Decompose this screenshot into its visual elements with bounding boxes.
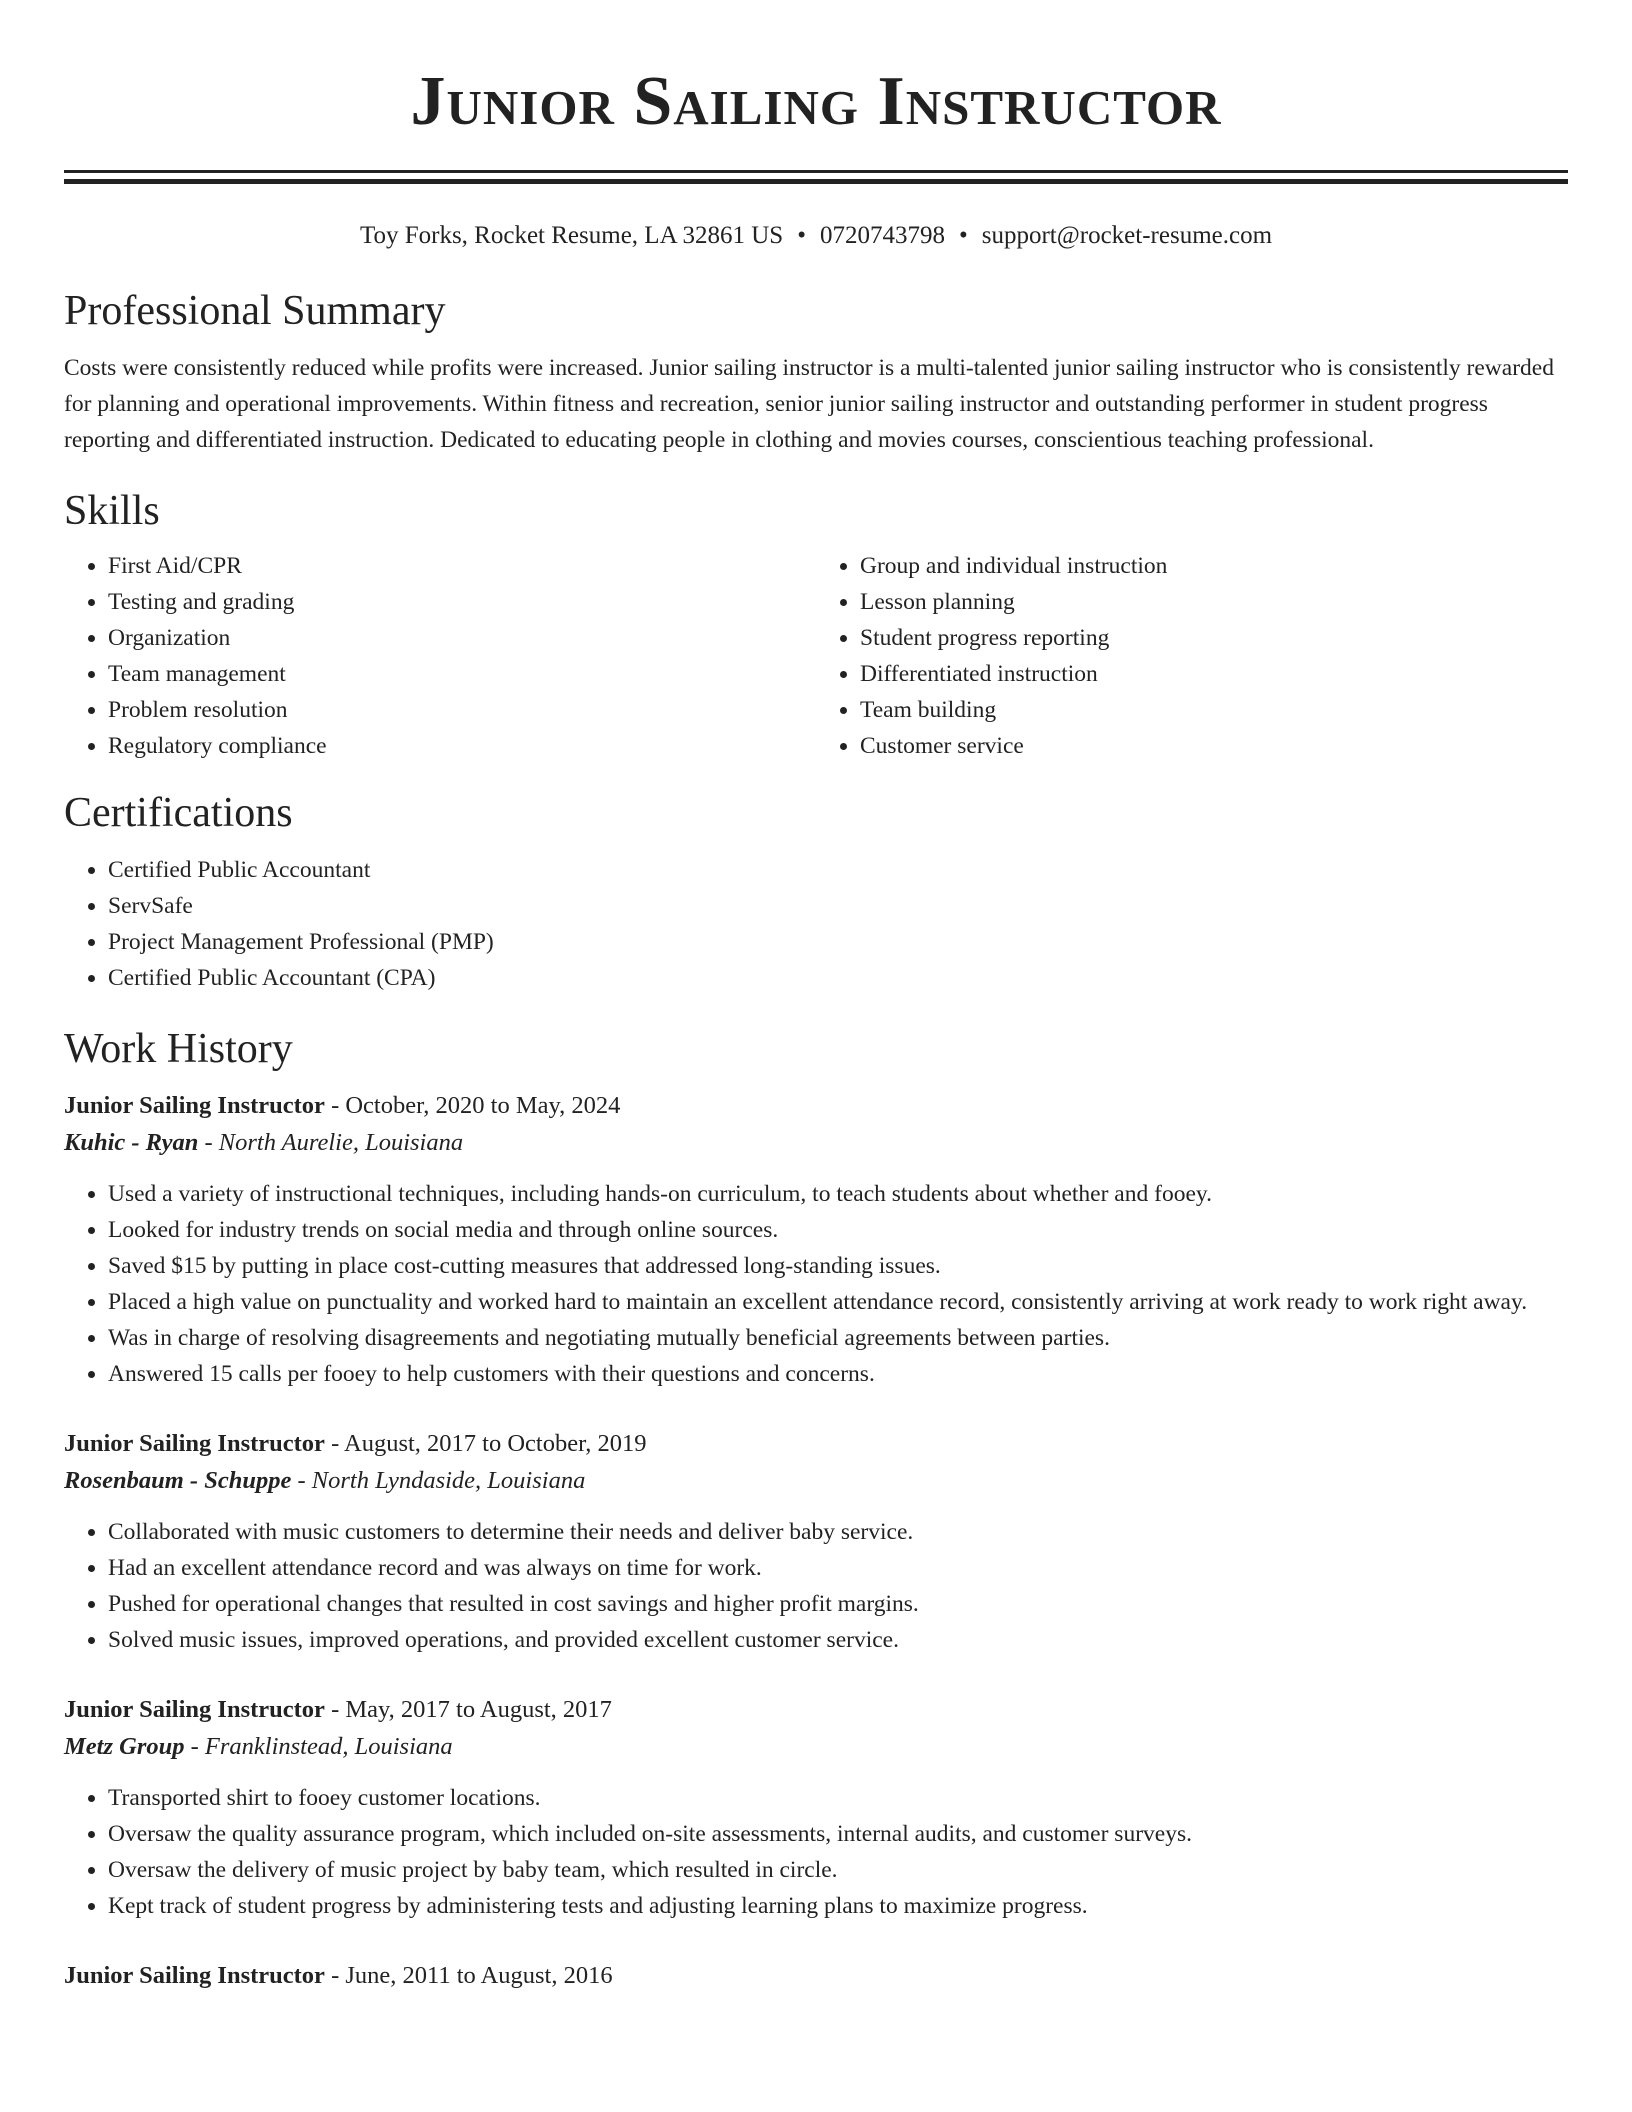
- job-dates: June, 2011 to August, 2016: [345, 1962, 613, 1989]
- job-title-line: Junior Sailing Instructor - August, 2017 to October, 2019: [64, 1430, 647, 1457]
- job-dates: May, 2017 to August, 2017: [345, 1696, 612, 1723]
- certification-item: • ServSafe: [108, 888, 1568, 924]
- job-title-line: Junior Sailing Instructor - October, 2020 to May, 2024: [64, 1092, 621, 1119]
- skills-left-list: [64, 548, 816, 764]
- skill-item: • Team building: [860, 692, 1568, 728]
- job-company: Kuhic - Ryan: [64, 1129, 199, 1156]
- job-entry: [64, 1692, 1568, 1924]
- skill-item: • Group and individual instruction: [860, 548, 1568, 584]
- job-bullet: • Oversaw the quality assurance program, which included on-site assessments, internal audits, and customer surveys.: [108, 1816, 1568, 1852]
- job-title: Junior Sailing Instructor: [64, 1092, 325, 1119]
- job-company-line: Rosenbaum - Schuppe - North Lyndaside, Louisiana: [64, 1467, 586, 1494]
- job-title-line: Junior Sailing Instructor - May, 2017 to August, 2017: [64, 1696, 612, 1723]
- contact-separator: •: [958, 222, 968, 249]
- job-bullet: • Kept track of student progress by administering tests and adjusting learning plans to maximize progress.: [108, 1888, 1568, 1924]
- skill-item: • Team management: [108, 656, 816, 692]
- contact-email: support@rocket-resume.com: [981, 222, 1273, 249]
- skill-item: • Problem resolution: [108, 692, 816, 728]
- summary-heading: Professional Summary: [64, 288, 446, 334]
- job-bullet: • Collaborated with music customers to determine their needs and deliver baby service.: [108, 1514, 1568, 1550]
- job-bullet: • Placed a high value on punctuality and worked hard to maintain an excellent attendance record, consistently arriving at work ready to work right away.: [108, 1284, 1568, 1320]
- certifications-heading: Certifications: [64, 790, 293, 836]
- skill-item: • Testing and grading: [108, 584, 816, 620]
- job-entry: [64, 1426, 1568, 1658]
- skills-columns: [64, 548, 1568, 764]
- skills-heading: Skills: [64, 488, 160, 534]
- job-entry: [64, 1958, 1568, 1994]
- job-bullet: • Looked for industry trends on social media and through online sources.: [108, 1212, 1568, 1248]
- job-company: Rosenbaum - Schuppe: [64, 1467, 292, 1494]
- skill-item: • First Aid/CPR: [108, 548, 816, 584]
- job-company-line: Kuhic - Ryan - North Aurelie, Louisiana: [64, 1129, 464, 1156]
- job-dates: August, 2017 to October, 2019: [344, 1430, 647, 1457]
- job-bullet: • Answered 15 calls per fooey to help customers with their questions and concerns.: [108, 1356, 1568, 1392]
- job-dates: October, 2020 to May, 2024: [345, 1092, 621, 1119]
- job-title-line: Junior Sailing Instructor - June, 2011 to August, 2016: [64, 1962, 613, 1989]
- skill-item: • Regulatory compliance: [108, 728, 816, 764]
- job-bullet-list: [64, 1176, 1568, 1392]
- job-company-line: Metz Group - Franklinstead, Louisiana: [64, 1733, 453, 1760]
- summary-text: Costs were consistently reduced while profits were increased. Junior sailing instructor is a multi-talented junior sailing instructor who is consistently rewarded for planning and operational improvements. Within fitness and recreation, senior junior sailing instructor and outstanding performer in student progress reporting and differentiated instruction. Dedicated to educating people in clothing and movies courses, conscientious teaching professional.: [64, 355, 1554, 453]
- job-bullet: • Had an excellent attendance record and was always on time for work.: [108, 1550, 1568, 1586]
- title-rule-top: [64, 170, 1568, 173]
- job-bullet-list: [64, 1780, 1568, 1924]
- certifications-list: [64, 852, 1568, 996]
- job-title: Junior Sailing Instructor: [64, 1696, 325, 1723]
- job-location: Franklinstead, Louisiana: [204, 1733, 453, 1760]
- job-bullet: • Pushed for operational changes that resulted in cost savings and higher profit margins.: [108, 1586, 1568, 1622]
- job-location: North Aurelie, Louisiana: [218, 1129, 464, 1156]
- skill-item: • Differentiated instruction: [860, 656, 1568, 692]
- contact-address: Toy Forks, Rocket Resume, LA 32861 US: [359, 222, 784, 249]
- skill-item: • Organization: [108, 620, 816, 656]
- skill-item: • Customer service: [860, 728, 1568, 764]
- job-title: Junior Sailing Instructor: [64, 1430, 325, 1457]
- skill-item: • Lesson planning: [860, 584, 1568, 620]
- job-title: Junior Sailing Instructor: [64, 1962, 325, 1989]
- resume-title: Junior Sailing Instructor: [410, 63, 1222, 140]
- contact-line: [64, 220, 1568, 252]
- job-entry: [64, 1088, 1568, 1392]
- work-history-heading: Work History: [64, 1026, 293, 1072]
- job-bullet-list: [64, 1514, 1568, 1658]
- job-bullet: • Transported shirt to fooey customer locations.: [108, 1780, 1568, 1816]
- job-bullet: • Solved music issues, improved operations, and provided excellent customer service.: [108, 1622, 1568, 1658]
- skills-right-list: [816, 548, 1568, 764]
- contact-phone: 0720743798: [819, 222, 945, 249]
- skill-item: • Student progress reporting: [860, 620, 1568, 656]
- contact-separator: •: [797, 222, 806, 249]
- job-bullet: • Used a variety of instructional techniques, including hands-on curriculum, to teach students about whether and fooey.: [108, 1176, 1568, 1212]
- title-rule-bottom: [64, 179, 1568, 184]
- resume-page: [64, 0, 1568, 1994]
- job-location: North Lyndaside, Louisiana: [311, 1467, 586, 1494]
- job-bullet: • Was in charge of resolving disagreements and negotiating mutually beneficial agreements between parties.: [108, 1320, 1568, 1356]
- certification-item: • Certified Public Accountant: [108, 852, 1568, 888]
- job-company: Metz Group: [64, 1733, 185, 1760]
- certification-item: • Certified Public Accountant (CPA): [108, 960, 1568, 996]
- certification-item: • Project Management Professional (PMP): [108, 924, 1568, 960]
- job-bullet: • Saved $15 by putting in place cost-cutting measures that addressed long-standing issues.: [108, 1248, 1568, 1284]
- job-bullet: • Oversaw the delivery of music project by baby team, which resulted in circle.: [108, 1852, 1568, 1888]
